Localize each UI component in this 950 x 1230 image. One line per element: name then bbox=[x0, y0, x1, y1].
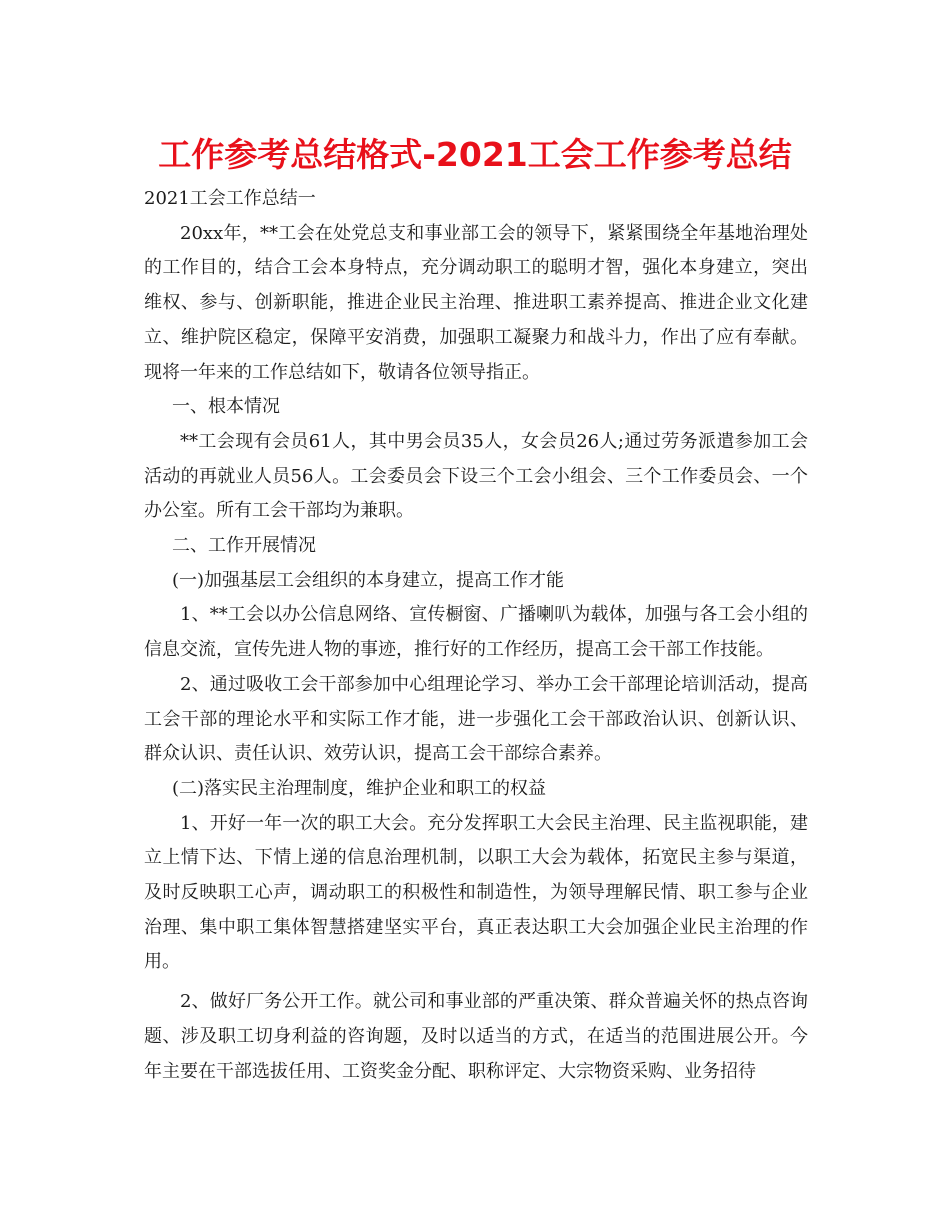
document-title: 工作参考总结格式-2021工会工作参考总结 bbox=[158, 135, 792, 174]
paragraph: **工会现有会员61人，其中男会员35人，女会员26人;通过劳务派遣参加工会活动的再就业人员56人。工会委员会下设三个工会小组会、三个工作委员会、一个办公室。所有工会干部均为兼职。 bbox=[144, 430, 808, 522]
section-heading: 2021工会工作总结一 bbox=[144, 188, 316, 209]
paragraph: 1、**工会以办公信息网络、宣传橱窗、广播喇叭为载体，加强与各工会小组的信息交流，宣传先进人物的事迹，推行好的工作经历，提高工会干部工作技能。 bbox=[144, 604, 808, 661]
document-body bbox=[144, 182, 808, 1089]
paragraph: 2、通过吸收工会干部参加中心组理论学习、举办工会干部理论培训活动，提高工会干部的理论水平和实际工作才能，进一步强化工会干部政治认识、创新认识、群众认识、责任认识、效劳认识，提高工会干部综合素养。 bbox=[144, 673, 808, 765]
section-heading: 一、根本情况 bbox=[172, 396, 280, 418]
paragraph: 2、做好厂务公开工作。就公司和事业部的严重决策、群众普遍关怀的热点咨询题、涉及职工切身利益的咨询题，及时以适当的方式，在适当的范围进展公开。今年主要在干部选拔任用、工资奖金分配、职称评定、大宗物资采购、业务招待 bbox=[144, 991, 808, 1082]
paragraph: 20xx年，**工会在处党总支和事业部工会的领导下，紧紧围绕全年基地治理处的工作目的，结合工会本身特点，充分调动职工的聪明才智，强化本身建立，突出维权、参与、创新职能，推进企业民主治理、推进职工素养提高、推进企业文化建立、维护院区稳定，保障平安消费，加强职工凝聚力和战斗力，作出了应有奉献。现将一年来的工作总结如下，敬请各位领导指正。 bbox=[144, 222, 808, 383]
paragraph: 1、开好一年一次的职工大会。充分发挥职工大会民主治理、民主监视职能，建立上情下达、下情上递的信息治理机制，以职工大会为载体，拓宽民主参与渠道，及时反映职工心声，调动职工的积极性和制造性，为领导理解民情、职工参与企业治理、集中职工集体智慧搭建坚实平台，真正表达职工大会加强企业民主治理的作用。 bbox=[144, 812, 808, 973]
section-heading: 二、工作开展情况 bbox=[172, 535, 316, 557]
subsection-heading: (一)加强基层工会组织的本身建立，提高工作才能 bbox=[172, 569, 565, 591]
subsection-heading: (二)落实民主治理制度，维护企业和职工的权益 bbox=[172, 777, 547, 799]
